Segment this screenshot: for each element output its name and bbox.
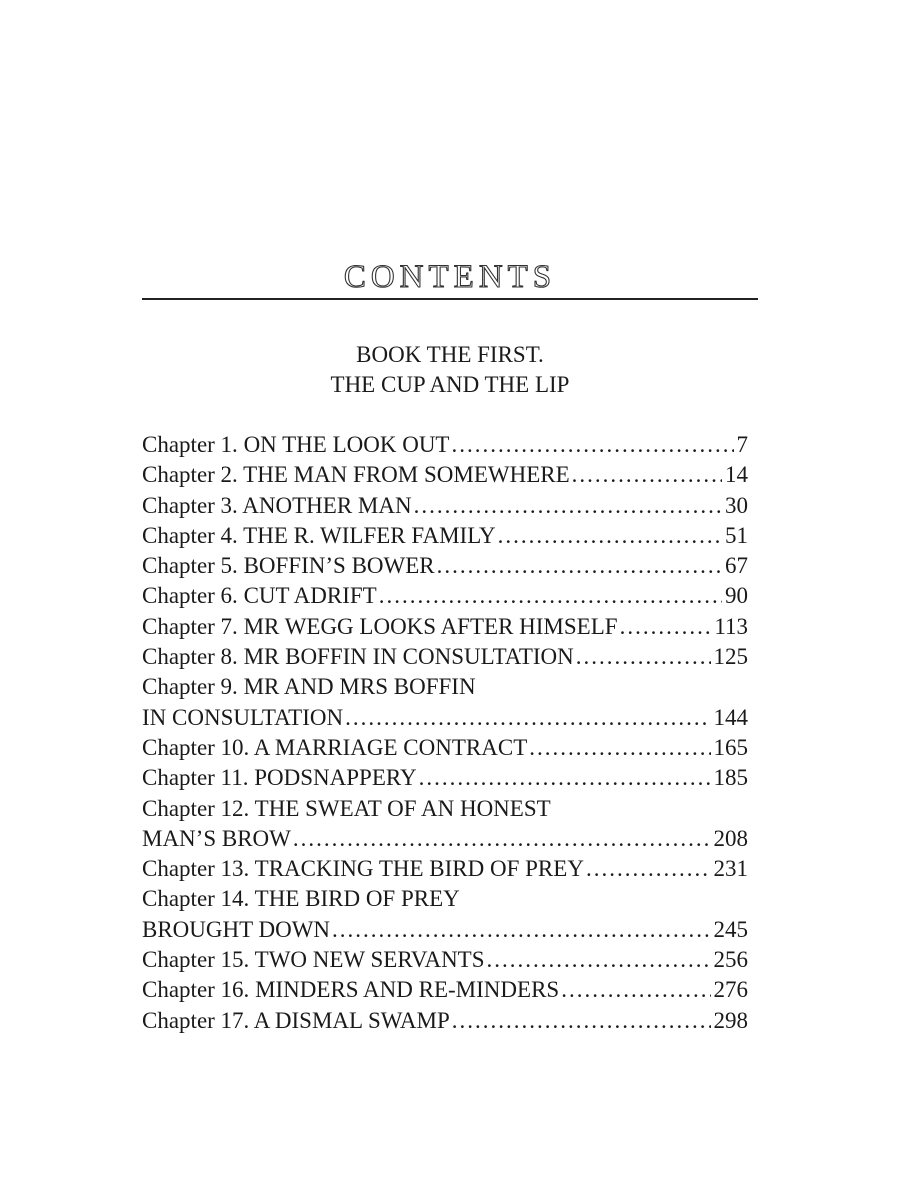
- toc-entry[interactable]: [142, 763, 748, 793]
- chapter-text: [142, 521, 496, 551]
- toc-entry[interactable]: [142, 491, 748, 521]
- dot-leader: [561, 975, 710, 1005]
- page-number: 298: [713, 1007, 748, 1033]
- chapter-title: MR AND MRS BOFFIN: [243, 674, 476, 700]
- toc-entry[interactable]: [142, 794, 748, 824]
- chapter-title: A DISMAL SWAMP: [253, 1007, 450, 1033]
- chapter-number: Chapter 4.: [142, 522, 238, 548]
- chapter-title: MR WEGG LOOKS AFTER HIMSELF: [243, 613, 618, 639]
- page-number: 125: [713, 644, 748, 670]
- toc-entry[interactable]: [142, 551, 748, 581]
- chapter-text: [142, 975, 559, 1005]
- page-number: 256: [713, 947, 748, 973]
- dot-leader: [332, 915, 710, 945]
- page-number: 14: [725, 462, 748, 488]
- chapter-number: Chapter 5.: [142, 553, 238, 579]
- toc-entry[interactable]: [142, 1006, 748, 1036]
- dot-leader: [414, 491, 722, 521]
- book-heading: [0, 340, 900, 400]
- title-divider: [142, 298, 758, 300]
- chapter-text: [142, 551, 435, 581]
- page-number: 90: [725, 583, 748, 609]
- chapter-text: [142, 430, 449, 460]
- dot-leader: [586, 854, 711, 884]
- toc-entry[interactable]: [142, 945, 748, 975]
- page-number: 67: [725, 553, 748, 579]
- toc-entry[interactable]: [142, 884, 748, 914]
- chapter-text: [142, 642, 574, 672]
- chapter-title-continuation: IN CONSULTATION: [142, 704, 344, 730]
- chapter-number: Chapter 14.: [142, 886, 250, 912]
- chapter-title: A MARRIAGE CONTRACT: [253, 734, 528, 760]
- dot-leader: [498, 521, 722, 551]
- toc-entry[interactable]: [142, 672, 748, 702]
- chapter-title: TWO NEW SERVANTS: [254, 947, 485, 973]
- chapter-text: [142, 763, 417, 793]
- chapter-title: MINDERS AND RE-MINDERS: [255, 977, 560, 1003]
- chapter-text: [142, 854, 584, 884]
- dot-leader: [345, 703, 710, 733]
- chapter-text: [142, 945, 485, 975]
- chapter-text: [142, 612, 618, 642]
- dot-leader: [293, 824, 711, 854]
- chapter-title-continuation: BROUGHT DOWN: [142, 916, 331, 942]
- page-number: 7: [736, 432, 748, 457]
- toc-entry-continuation[interactable]: [142, 915, 748, 945]
- chapter-number: Chapter 17.: [142, 1007, 250, 1033]
- chapter-text: [142, 460, 570, 490]
- chapter-title: THE MAN FROM SOMEWHERE: [243, 462, 570, 488]
- dot-leader: [451, 430, 733, 460]
- toc-entry[interactable]: [142, 733, 748, 763]
- chapter-text: [142, 1006, 450, 1036]
- dot-leader: [437, 551, 722, 581]
- toc-entry[interactable]: [142, 854, 748, 884]
- chapter-title: THE BIRD OF PREY: [254, 886, 460, 912]
- chapter-number: Chapter 13.: [142, 856, 250, 882]
- page-number: 276: [713, 977, 748, 1003]
- toc-entry[interactable]: [142, 975, 748, 1005]
- toc-entry[interactable]: [142, 430, 748, 460]
- dot-leader: [576, 642, 711, 672]
- chapter-number: Chapter 6.: [142, 583, 238, 609]
- chapter-number: Chapter 8.: [142, 644, 238, 670]
- chapter-title: PODSNAPPERY: [254, 765, 417, 791]
- chapter-title: MR BOFFIN IN CONSULTATION: [243, 644, 574, 670]
- chapter-number: Chapter 15.: [142, 947, 250, 973]
- page-number: 231: [713, 856, 748, 882]
- chapter-text: [142, 581, 377, 611]
- dot-leader: [419, 763, 711, 793]
- page-number: 30: [725, 492, 748, 518]
- book-title: THE CUP AND THE LIP: [330, 372, 570, 397]
- toc-entry[interactable]: [142, 581, 748, 611]
- toc-entry-continuation[interactable]: [142, 703, 748, 733]
- chapter-title: ANOTHER MAN: [242, 492, 412, 518]
- chapter-number: Chapter 2.: [142, 462, 238, 488]
- toc-entry[interactable]: [142, 521, 748, 551]
- dot-leader: [620, 612, 712, 642]
- chapter-text: [142, 491, 412, 521]
- page-number: 245: [713, 916, 748, 942]
- page-number: 208: [713, 825, 748, 851]
- page-number: 144: [713, 704, 748, 730]
- chapter-text: [142, 672, 476, 702]
- chapter-title-continuation: MAN’S BROW: [142, 825, 291, 851]
- chapter-title: CUT ADRIFT: [243, 583, 377, 609]
- chapter-number: Chapter 16.: [142, 977, 250, 1003]
- dot-leader: [529, 733, 710, 763]
- page-number: 113: [714, 613, 748, 639]
- page-number: 165: [713, 734, 748, 760]
- chapter-number: Chapter 10.: [142, 734, 250, 760]
- toc-entry-continuation[interactable]: [142, 824, 748, 854]
- toc-entry[interactable]: [142, 460, 748, 490]
- chapter-text: [142, 733, 527, 763]
- toc-entry[interactable]: [142, 612, 748, 642]
- chapter-number: Chapter 3.: [142, 492, 238, 518]
- page-title: CONTENTS: [343, 259, 557, 296]
- chapter-title: ON THE LOOK OUT: [243, 432, 450, 457]
- chapter-text: [142, 794, 551, 824]
- chapter-number: Chapter 12.: [142, 795, 250, 821]
- dot-leader: [487, 945, 711, 975]
- dot-leader: [572, 460, 722, 490]
- dot-leader: [379, 581, 722, 611]
- toc-entry[interactable]: [142, 642, 748, 672]
- chapter-number: Chapter 11.: [142, 765, 249, 791]
- chapter-number: Chapter 1.: [142, 432, 238, 457]
- chapter-number: Chapter 7.: [142, 613, 238, 639]
- table-of-contents: [142, 430, 748, 1036]
- page-number: 185: [713, 765, 748, 791]
- dot-leader: [452, 1006, 711, 1036]
- chapter-title: THE R. WILFER FAMILY: [243, 522, 496, 548]
- book-number: BOOK THE FIRST.: [356, 342, 544, 367]
- chapter-title: BOFFIN’S BOWER: [243, 553, 435, 579]
- chapter-title: THE SWEAT OF AN HONEST: [254, 795, 551, 821]
- chapter-text: [142, 884, 460, 914]
- chapter-title: TRACKING THE BIRD OF PREY: [254, 856, 584, 882]
- page-number: 51: [725, 522, 748, 548]
- chapter-number: Chapter 9.: [142, 674, 238, 700]
